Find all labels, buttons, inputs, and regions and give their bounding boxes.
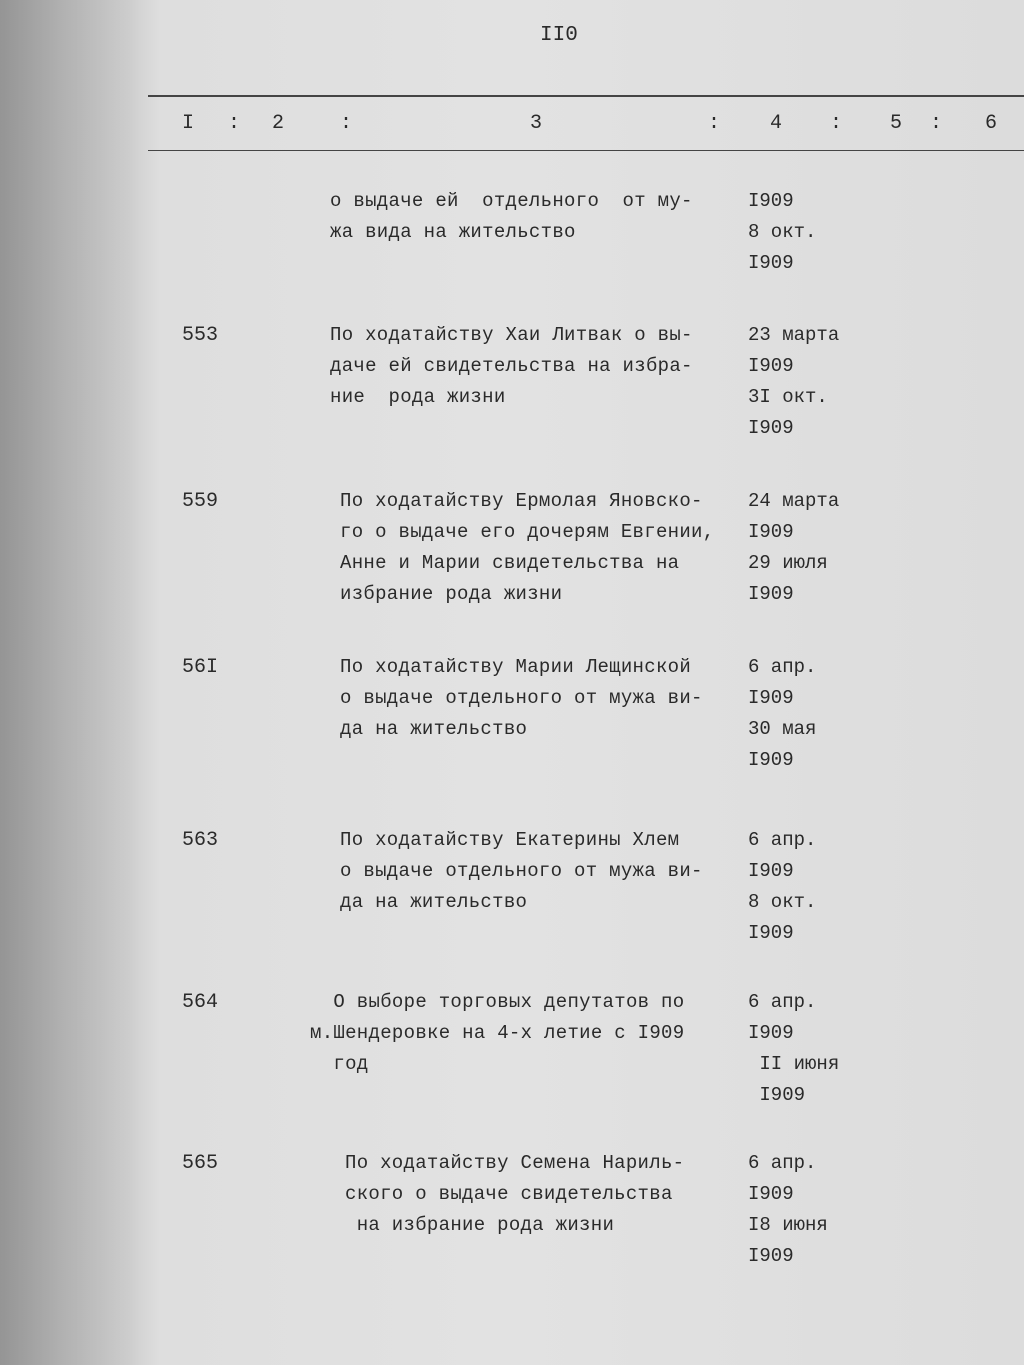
col-separator: : — [340, 112, 353, 135]
table-top-rule — [148, 95, 1024, 97]
entry-description-line: да на жительство — [340, 891, 528, 913]
entry-date-line: I909 — [748, 521, 794, 543]
table-header-rule — [148, 150, 1024, 151]
entry-date-line: 6 апр. — [748, 1152, 817, 1174]
entry-date-line: 3I окт. — [748, 386, 828, 408]
entry-date-line: I909 — [748, 749, 794, 771]
entry-date-line: I909 — [748, 252, 794, 274]
entry-number: 564 — [182, 991, 219, 1014]
entry-date-line: I909 — [748, 355, 794, 377]
entry-description-line: о выдаче отдельного от мужа ви- — [340, 860, 703, 882]
entry-number: 559 — [182, 490, 219, 513]
col-1-header: I — [182, 112, 195, 135]
entry-description-line: Анне и Марии свидетельства на — [340, 552, 680, 574]
entry-date-line: 30 мая — [748, 718, 817, 740]
entry-number: 56I — [182, 656, 219, 679]
page-gutter-shadow — [0, 0, 140, 1365]
col-6-header: 6 — [985, 112, 998, 135]
entry-date-line: I909 — [748, 860, 794, 882]
entry-date-line: 23 марта — [748, 324, 840, 346]
entry-date-line: I909 — [748, 1084, 806, 1106]
col-separator: : — [930, 112, 943, 135]
entry-date-line: I909 — [748, 1022, 794, 1044]
entry-description-line: По ходатайству Марии Лещинской — [340, 656, 692, 678]
entry-description-line: О выборе торговых депутатов по — [310, 991, 685, 1013]
col-3-header: 3 — [530, 112, 543, 135]
entry-description-line: ние рода жизни — [330, 386, 506, 408]
entry-description-line: да на жительство — [340, 718, 528, 740]
entry-date-line: 29 июля — [748, 552, 828, 574]
entry-date-line: I909 — [748, 190, 794, 212]
entry-date-line: 8 окт. — [748, 891, 817, 913]
entry-description-line: год — [310, 1053, 369, 1075]
entry-description-line: жа вида на жительство — [330, 221, 576, 243]
col-2-header: 2 — [272, 112, 285, 135]
entry-date-line: I909 — [748, 1245, 794, 1267]
entry-description-line: По ходатайству Ермолая Яновско- — [340, 490, 703, 512]
entry-number: 553 — [182, 324, 219, 347]
entry-date-line: 8 окт. — [748, 221, 817, 243]
entry-date-line: I909 — [748, 922, 794, 944]
entry-description-line: избрание рода жизни — [340, 583, 563, 605]
entry-date-line: 6 апр. — [748, 991, 817, 1013]
entry-description-line: По ходатайству Екатерины Хлем — [340, 829, 680, 851]
entry-description-line: По ходатайству Семена Нариль- — [345, 1152, 685, 1174]
entry-date-line: I909 — [748, 1183, 794, 1205]
entry-description-line: го о выдаче его дочерям Евгении, — [340, 521, 715, 543]
entry-date-line: I909 — [748, 417, 794, 439]
entry-description-line: ского о выдаче свидетельства — [345, 1183, 673, 1205]
entry-date-line: I8 июня — [748, 1214, 828, 1236]
entry-number: 565 — [182, 1152, 219, 1175]
col-5-header: 5 — [890, 112, 903, 135]
entry-date-line: 6 апр. — [748, 656, 817, 678]
entry-date-line: I909 — [748, 687, 794, 709]
page-number: II0 — [540, 24, 578, 47]
entry-date-line: II июня — [748, 1053, 840, 1075]
entry-description-line: м.Шендеровке на 4-х летие с I909 — [310, 1022, 685, 1044]
entry-description-line: По ходатайству Хаи Литвак о вы- — [330, 324, 693, 346]
entry-date-line: I909 — [748, 583, 794, 605]
col-4-header: 4 — [770, 112, 783, 135]
entry-description-line: о выдаче отдельного от мужа ви- — [340, 687, 703, 709]
col-separator: : — [228, 112, 241, 135]
col-separator: : — [830, 112, 843, 135]
entry-description-line: о выдаче ей отдельного от му- — [330, 190, 693, 212]
entry-date-line: 6 апр. — [748, 829, 817, 851]
entry-description-line: на избрание рода жизни — [345, 1214, 615, 1236]
entry-number: 563 — [182, 829, 219, 852]
col-separator: : — [708, 112, 721, 135]
entry-description-line: даче ей свидетельства на избра- — [330, 355, 693, 377]
entry-date-line: 24 марта — [748, 490, 840, 512]
